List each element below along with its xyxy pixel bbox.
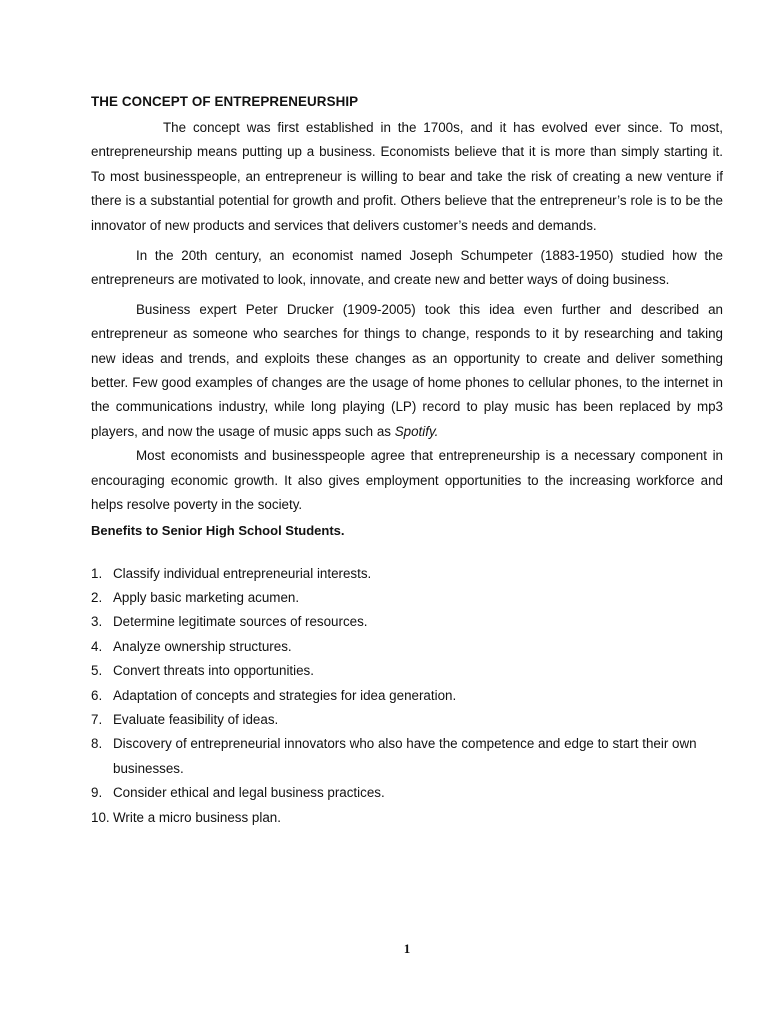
- list-item: [91, 732, 723, 781]
- paragraph-drucker-text: Business expert Peter Drucker (1909-2005) took this idea even further and described an entrepreneur as someone who searches for things to change, responds to it by researching and taking new ideas and trends, and exploits these changes as an opportunity to create and deliver something better. Few good examples of changes are the usage of home phones to cellular phones, to the internet in the communications industry, while long playing (LP) record to play music has been replaced by mp3 players, and now the usage of music apps such as: [91, 301, 723, 439]
- spotify-italic: Spotify.: [394, 423, 439, 439]
- list-item-number: 8.: [91, 736, 103, 752]
- list-item-number: 10.: [91, 809, 110, 825]
- benefits-subheading: Benefits to Senior High School Students.: [91, 522, 345, 538]
- list-item: [91, 562, 723, 586]
- paragraph-drucker: [91, 298, 723, 444]
- list-item-number: 6.: [91, 687, 103, 703]
- paragraph-concept-intro: The concept was first established in the 1700s, and it has evolved ever since. To most, entrepreneurship means putting up a business. Economists believe that it is more than simply starting it. To most businesspeople, an entrepreneur is willing to bear and take the risk of creating a new venture if there is a substantial potential for growth and profit. Others believe that the entrepreneur’s role is to be the innovator of new products and services that delivers customer’s needs and demands.: [91, 120, 723, 233]
- list-item: [91, 684, 723, 708]
- list-item: [91, 586, 723, 610]
- list-item: [91, 635, 723, 659]
- page-number: 1: [403, 941, 411, 956]
- list-item-number: 3.: [91, 614, 103, 630]
- list-item: [91, 708, 723, 732]
- list-item-number: 7.: [91, 711, 103, 727]
- list-item: [91, 610, 723, 634]
- list-item-text: Analyze ownership structures.: [113, 638, 292, 654]
- benefits-list: [91, 562, 723, 830]
- list-item-text: Apply basic marketing acumen.: [113, 589, 300, 605]
- list-item-text: Consider ethical and legal business practices.: [113, 785, 385, 801]
- list-item: [91, 806, 723, 830]
- list-item: [91, 781, 723, 805]
- list-item-number: 1.: [91, 565, 103, 581]
- document-title: THE CONCEPT OF ENTREPRENEURSHIP: [91, 94, 359, 109]
- paragraph-schumpeter: In the 20th century, an economist named Joseph Schumpeter (1883-1950) studied how the entrepreneurs are motivated to look, innovate, and create new and better ways of doing business.: [91, 248, 723, 288]
- list-item-text: Write a micro business plan.: [113, 809, 281, 825]
- list-item-text: Convert threats into opportunities.: [113, 663, 314, 679]
- list-item-number: 5.: [91, 663, 103, 679]
- list-item-number: 2.: [91, 589, 103, 605]
- document-body: [91, 93, 723, 830]
- list-item-text: Discovery of entrepreneurial innovators who also have the competence and edge to start their own businesses.: [113, 736, 697, 776]
- list-item-text: Adaptation of concepts and strategies for idea generation.: [113, 687, 457, 703]
- list-item-number: 9.: [91, 785, 103, 801]
- list-item-text: Determine legitimate sources of resources.: [113, 614, 368, 630]
- list-item-number: 4.: [91, 638, 103, 654]
- list-item-text: Evaluate feasibility of ideas.: [113, 711, 279, 727]
- list-item: [91, 659, 723, 683]
- list-item-text: Classify individual entrepreneurial interests.: [113, 565, 372, 581]
- paragraph-economic-growth: Most economists and businesspeople agree that entrepreneurship is a necessary component in encouraging economic growth. It also gives employment opportunities to the increasing workforce and helps resolve poverty in the society.: [91, 448, 723, 513]
